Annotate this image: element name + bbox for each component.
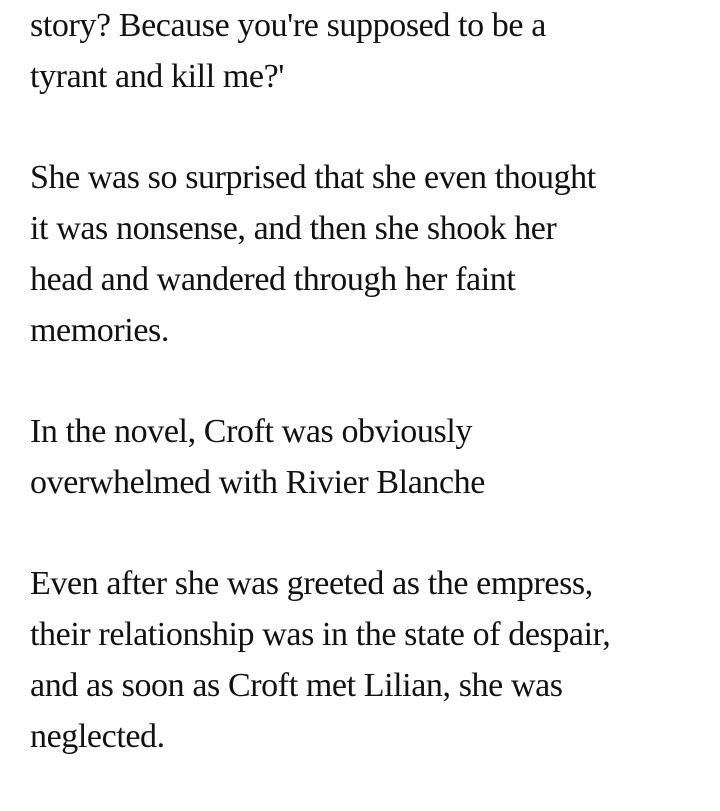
paragraph-2 <box>30 152 710 356</box>
paragraph-gap <box>30 508 710 558</box>
text-line: it was nonsense, and then she shook her <box>30 210 557 247</box>
text-line: memories. <box>30 312 169 349</box>
text-line: overwhelmed with Rivier Blanche <box>30 464 485 501</box>
text-line: and as soon as Croft met Lilian, she was <box>30 667 563 704</box>
story-text <box>30 0 710 762</box>
text-line: head and wandered through her faint <box>30 261 516 298</box>
paragraph-gap <box>30 102 710 152</box>
paragraph-gap <box>30 356 710 406</box>
text-line: their relationship was in the state of despair, <box>30 616 611 653</box>
text-line: She was so surprised that she even thought <box>30 159 596 196</box>
text-line: tyrant and kill me?' <box>30 58 284 95</box>
paragraph-4 <box>30 558 710 762</box>
text-line: Even after she was greeted as the empress, <box>30 565 593 602</box>
text-line: neglected. <box>30 718 165 755</box>
paragraph-1 <box>30 0 710 102</box>
text-line: In the novel, Croft was obviously <box>30 413 472 450</box>
text-line: story? Because you're supposed to be a <box>30 7 546 44</box>
paragraph-3 <box>30 406 710 508</box>
